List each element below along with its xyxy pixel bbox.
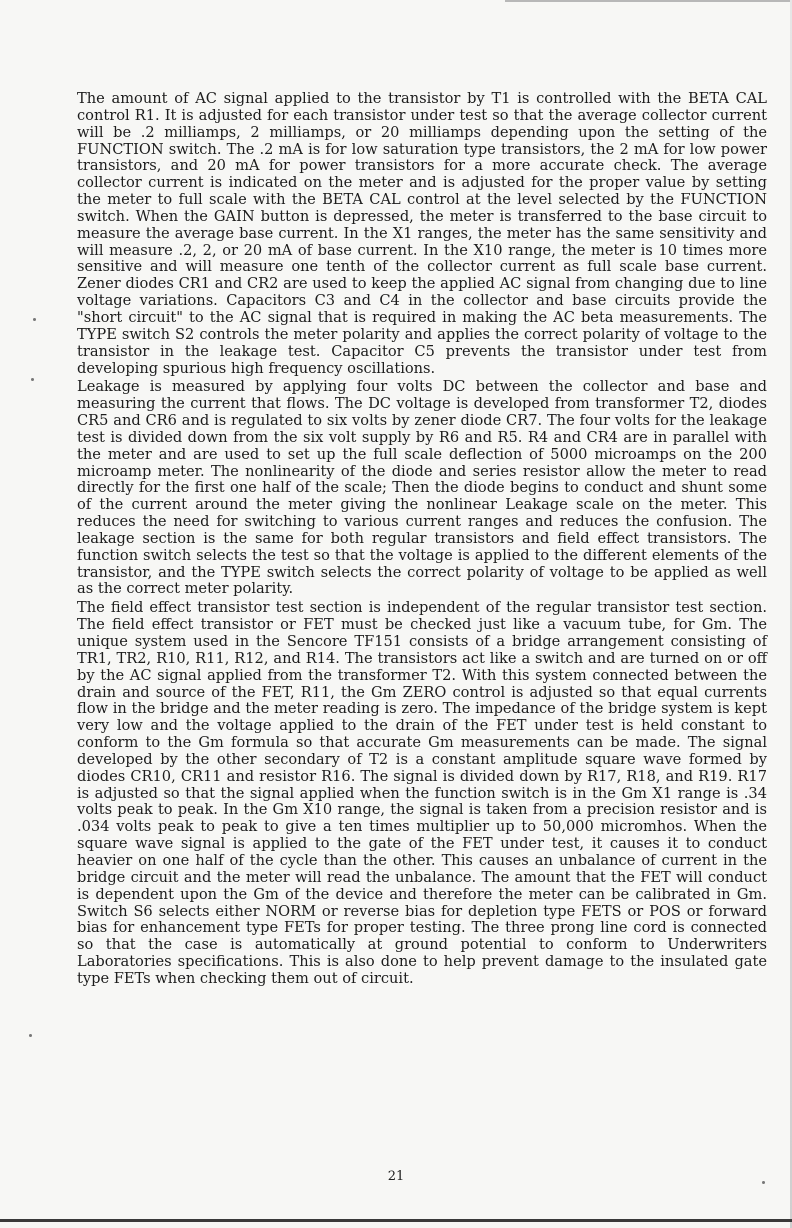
scan-top-edge: [505, 0, 792, 2]
margin-mark: [29, 1034, 32, 1037]
paragraph-fet-test: The field effect transistor test section is independent of the regular transistor test section. The field effect transistor or FET must be checked just like a vacuum tube, for Gm. The unique system used in the Sencore TF151 consists of a bridge arrangement consisting of TR1, TR2, R10, R11, R12, and R14. The transistors act like a switch and are turned on or off by the AC signal applied from the transformer T2. With this system connected between the drain and source of the FET, R11, the Gm ZERO control is adjusted so that equal currents flow in the bridge and the meter reading is zero. The impedance of the bridge system is kept very low and the voltage applied to the drain of the FET under test is held constant to conform to the Gm formula so that accurate Gm measurements can be made. The signal developed by the other secondary of T2 is a constant amplitude square wave formed by diodes CR10, CR11 and resistor R16. The signal is divided down by R17, R18, and R19. R17 is adjusted so that the signal applied when the function switch is in the Gm X1 range is .34 volts peak to peak. In the Gm X10 range, the signal is taken from a precision resistor and is .034 volts peak to peak to give a ten times multiplier up to 50,000 micromhos. When the square wave signal is applied to the gate of the FET under test, it causes it to conduct heavier on one half of the cycle than the other. This causes an unbalance of current in the bridge circuit and the meter will read the unbalance. The amount that the FET will conduct is dependent upon the Gm of the device and therefore the meter can be calibrated in Gm. Switch S6 selects either NORM or reverse bias for depletion type FETS or POS or forward bias for enhancement type FETs for proper testing. The three prong line cord is connected so that the case is automatically at ground potential to conform to Underwriters Laboratories specifications. This is also done to help prevent damage to the insulated gate type FETs when checking them out of circuit.: [77, 599, 767, 987]
scan-bottom-edge: [0, 1219, 792, 1222]
paragraph-leakage: Leakage is measured by applying four volts DC between the collector and base and measuring the current that flows. The DC voltage is developed from transformer T2, diodes CR5 and CR6 and is regulated to six volts by zener diode CR7. The four volts for the leakage test is divided down from the six volt supply by R6 and R5. R4 and CR4 are in parallel with the meter and are used to set up the full scale deflection of 5000 microamps on the 200 microamp meter. The nonlinearity of the diode and series resistor allow the meter to read directly for the first one half of the scale; Then the diode begins to conduct and shunt some of the current around the meter giving the nonlinear Leakage scale on the meter. This reduces the need for switching to various current ranges and reduces the confusion. The leakage section is the same for both regular transistors and field effect transistors. The function switch selects the test so that the voltage is applied to the different elements of the transistor, and the TYPE switch selects the correct polarity of voltage to be applied as well as the correct meter polarity.: [77, 378, 767, 598]
paragraph-beta-cal: The amount of AC signal applied to the transistor by T1 is controlled with the BETA CAL control R1. It is adjusted for each transistor under test so that the average collector current will be .2 milliamps, 2 milliamps, or 20 milliamps depending upon the setting of the FUNCTION switch. The .2 mA is for low saturation type transistors, the 2 mA for low power transistors, and 20 mA for power transistors for a more accurate check. The average collector current is indicated on the meter and is adjusted for the proper value by setting the meter to full scale with the BETA CAL control at the level selected by the FUNCTION switch. When the GAIN button is depressed, the meter is transferred to the base circuit to measure the average base current. In the X1 ranges, the meter has the same sensitivity and will measure .2, 2, or 20 mA of base current. In the X10 range, the meter is 10 times more sensitive and will measure one tenth of the collector current as full scale base current. Zener diodes CR1 and CR2 are used to keep the applied AC signal from changing due to line voltage variations. Capacitors C3 and C4 in the collector and base circuits provide the "short circuit" to the AC signal that is required in making the AC beta measurements. The TYPE switch S2 controls the meter polarity and applies the correct polarity of voltage to the transistor in the leakage test. Capacitor C5 prevents the transistor under test from developing spurious high frequency oscillations.: [77, 90, 767, 377]
page-body: [77, 91, 767, 988]
page-number: 21: [387, 1169, 405, 1184]
margin-mark: [33, 318, 36, 321]
margin-mark: [31, 378, 34, 381]
